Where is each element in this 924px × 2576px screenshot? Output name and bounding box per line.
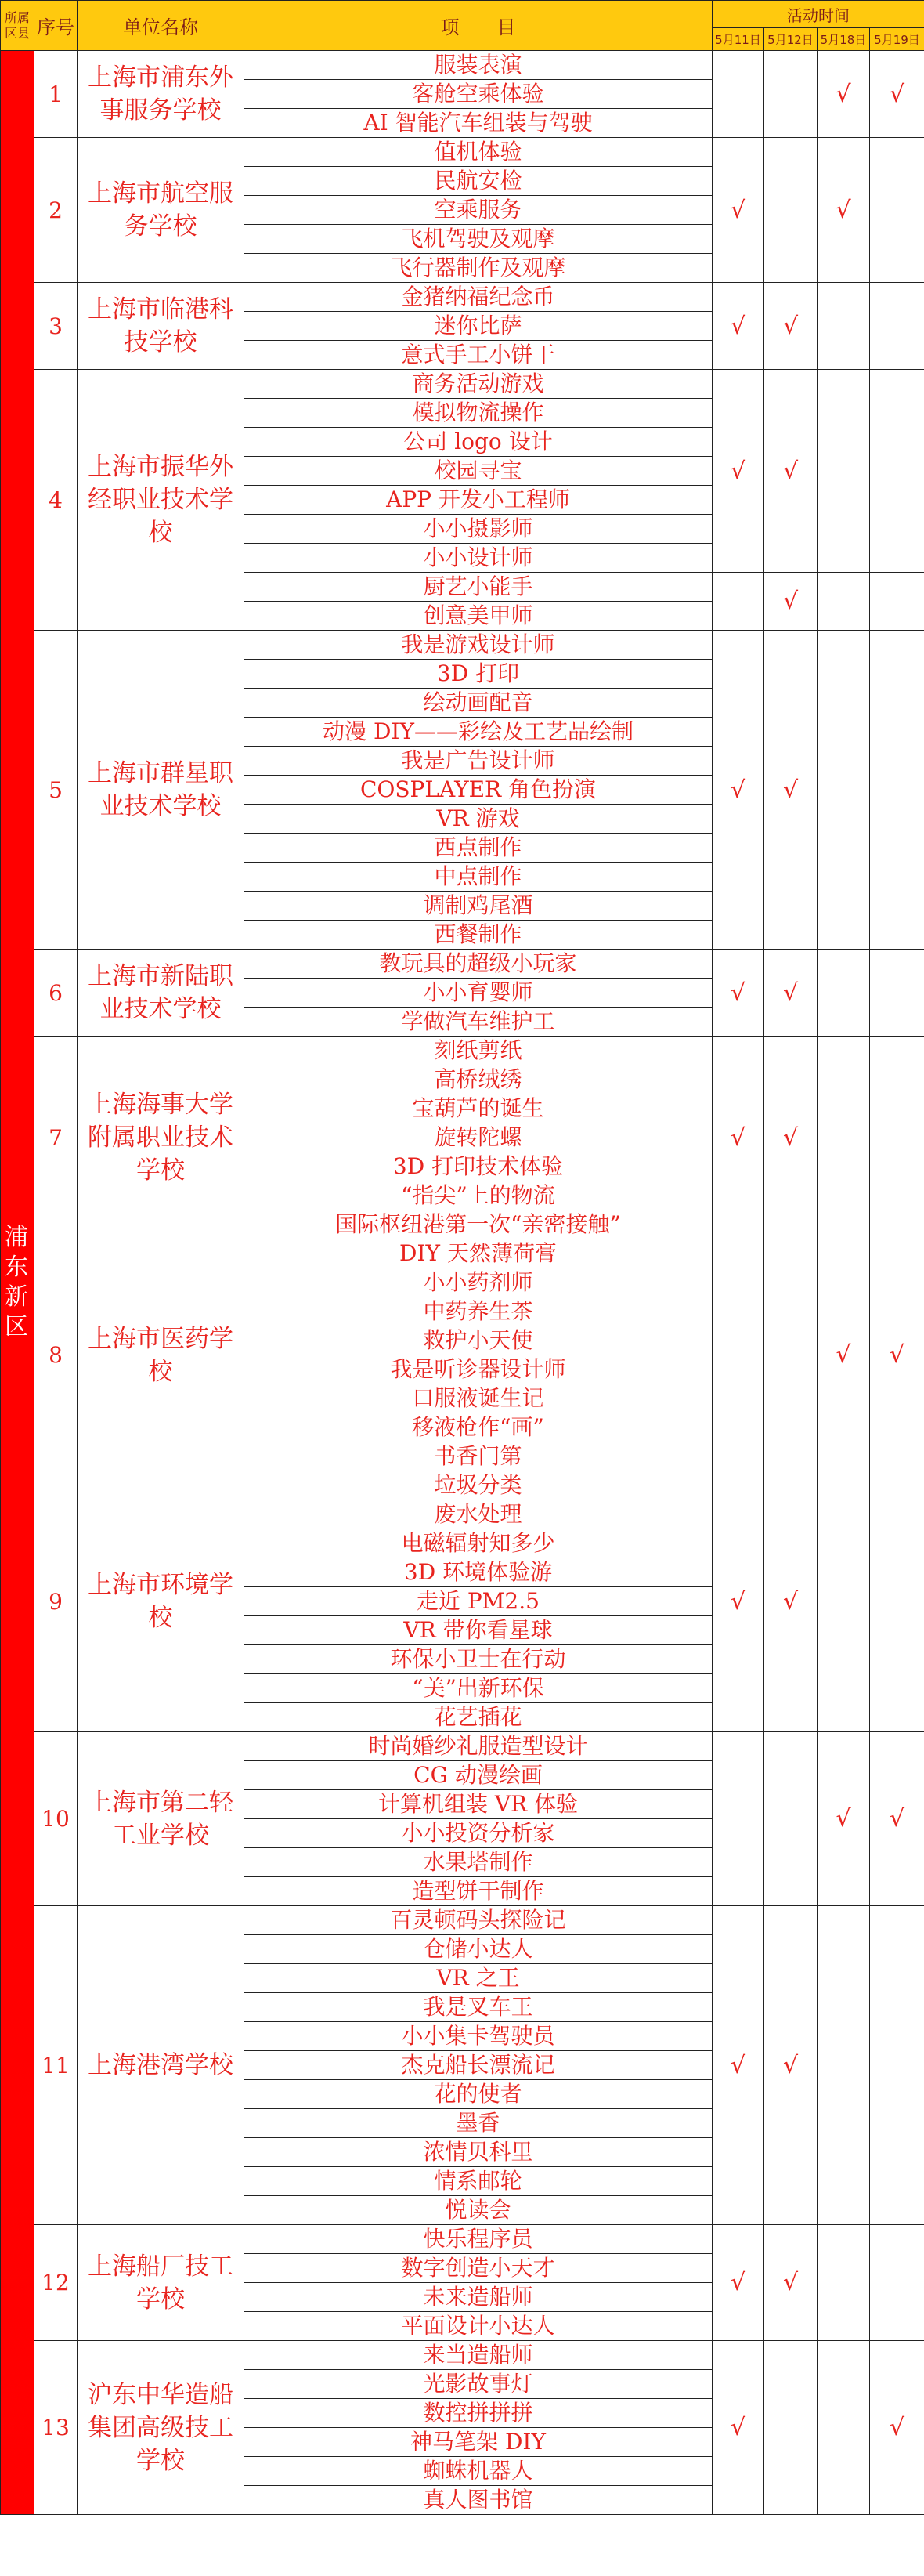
date-mark-cell [818, 2225, 870, 2341]
date-mark-cell [870, 51, 924, 138]
project-item-cell: APP 开发小工程师 [244, 486, 713, 515]
project-item-cell: 刻纸剪纸 [244, 1037, 713, 1065]
date-mark-cell [713, 1471, 764, 1732]
date-mark-cell [870, 1906, 924, 2225]
project-item-cell: 小小投资分析家 [244, 1819, 713, 1848]
school-name-cell: 上海市航空服务学校 [78, 138, 244, 283]
project-item-cell: 公司 logo 设计 [244, 428, 713, 457]
header-date: 5月19日 [870, 28, 924, 51]
date-mark-cell [713, 138, 764, 283]
seq-cell: 6 [34, 950, 78, 1037]
date-mark-cell [764, 631, 818, 950]
project-item-cell: 中药养生茶 [244, 1297, 713, 1326]
date-mark-cell [870, 138, 924, 283]
project-item-cell: 学做汽车维护工 [244, 1008, 713, 1037]
school-name-cell: 上海船厂技工学校 [78, 2225, 244, 2341]
date-mark-cell [764, 573, 818, 631]
date-mark-cell [818, 573, 870, 631]
school-name-cell: 上海港湾学校 [78, 1906, 244, 2225]
project-item-cell: 我是广告设计师 [244, 747, 713, 776]
seq-cell: 2 [34, 138, 78, 283]
project-item-cell: 绘动画配音 [244, 689, 713, 718]
project-item-cell: 校园寻宝 [244, 457, 713, 486]
date-mark-cell [764, 1732, 818, 1906]
date-mark-cell [764, 1471, 818, 1732]
project-item-cell: 移液枪作“画” [244, 1413, 713, 1442]
check-mark: √ [782, 2269, 799, 2296]
project-item-cell: 我是叉车王 [244, 1993, 713, 2022]
seq-cell: 13 [34, 2341, 78, 2515]
date-mark-cell [818, 370, 870, 573]
project-item-cell: 快乐程序员 [244, 2225, 713, 2254]
project-item-cell: 金猪纳福纪念币 [244, 283, 713, 312]
table-row [1, 631, 924, 660]
date-mark-cell [713, 573, 764, 631]
project-item-cell: 小小药剂师 [244, 1268, 713, 1297]
date-mark-cell [818, 1037, 870, 1239]
seq-cell: 10 [34, 1732, 78, 1906]
check-mark: √ [730, 776, 746, 804]
project-item-cell: 国际枢纽港第一次“亲密接触” [244, 1210, 713, 1239]
check-mark: √ [836, 1341, 851, 1369]
project-item-cell: 浓情贝科里 [244, 2138, 713, 2167]
project-item-cell: 走近 PM2.5 [244, 1587, 713, 1616]
date-mark-cell [870, 370, 924, 573]
date-mark-cell [713, 283, 764, 370]
table-row [1, 2341, 924, 2370]
date-mark-cell [818, 1906, 870, 2225]
date-mark-cell [713, 950, 764, 1037]
project-item-cell: 商务活动游戏 [244, 370, 713, 399]
check-mark: √ [730, 312, 746, 340]
project-item-cell: 创意美甲师 [244, 602, 713, 631]
project-item-cell: 电磁辐射知多少 [244, 1529, 713, 1558]
check-mark: √ [836, 196, 851, 224]
date-mark-cell [818, 631, 870, 950]
project-item-cell: 迷你比萨 [244, 312, 713, 341]
header-seq: 序号 [34, 1, 78, 51]
table-row [1, 370, 924, 399]
project-item-cell: 飞机驾驶及观摩 [244, 225, 713, 254]
check-mark: √ [836, 80, 851, 108]
project-item-cell: 杰克船长漂流记 [244, 2051, 713, 2080]
date-mark-cell [764, 370, 818, 573]
project-item-cell: 花艺插花 [244, 1703, 713, 1732]
project-item-cell: 客舱空乘体验 [244, 80, 713, 109]
table-row [1, 283, 924, 312]
project-item-cell: 3D 环境体验游 [244, 1558, 713, 1587]
table-row [1, 2225, 924, 2254]
check-mark: √ [730, 2414, 746, 2441]
date-mark-cell [764, 1906, 818, 2225]
check-mark: √ [730, 1123, 746, 1152]
check-mark: √ [889, 80, 905, 108]
date-mark-cell [870, 573, 924, 631]
seq-cell: 1 [34, 51, 78, 138]
project-item-cell: 墨香 [244, 2109, 713, 2138]
check-mark: √ [889, 1341, 905, 1369]
school-name-cell: 上海市第二轻工业学校 [78, 1732, 244, 1906]
district-cell: 浦东新区 [1, 51, 34, 2515]
date-mark-cell [764, 2341, 818, 2515]
header-date: 5月11日 [713, 28, 764, 51]
date-mark-cell [870, 2225, 924, 2341]
table-row [1, 1037, 924, 1065]
school-name-cell: 上海市医药学校 [78, 1239, 244, 1471]
project-item-cell: 水果塔制作 [244, 1848, 713, 1877]
header-project: 项 目 [244, 1, 713, 51]
date-mark-cell [870, 631, 924, 950]
project-item-cell: VR 带你看星球 [244, 1616, 713, 1645]
table-header [1, 1, 924, 51]
school-name-cell: 上海市群星职业技术学校 [78, 631, 244, 950]
seq-cell: 8 [34, 1239, 78, 1471]
project-item-cell: 口服液诞生记 [244, 1384, 713, 1413]
project-item-cell: 我是听诊器设计师 [244, 1355, 713, 1384]
school-name-cell: 上海市浦东外事服务学校 [78, 51, 244, 138]
date-mark-cell [713, 1732, 764, 1906]
header-date: 5月18日 [818, 28, 870, 51]
project-item-cell: 废水处理 [244, 1500, 713, 1529]
date-mark-cell [818, 2341, 870, 2515]
project-item-cell: 百灵顿码头探险记 [244, 1906, 713, 1935]
date-mark-cell [713, 1037, 764, 1239]
school-name-cell: 沪东中华造船集团高级技工学校 [78, 2341, 244, 2515]
project-item-cell: 环保小卫士在行动 [244, 1645, 713, 1674]
table-row [1, 51, 924, 80]
school-name-cell: 上海市环境学校 [78, 1471, 244, 1732]
project-item-cell: “美”出新环保 [244, 1674, 713, 1703]
check-mark: √ [782, 979, 799, 1007]
check-mark: √ [730, 1587, 746, 1615]
check-mark: √ [889, 1805, 905, 1833]
date-mark-cell [713, 1239, 764, 1471]
project-item-cell: 中点制作 [244, 863, 713, 892]
date-mark-cell [818, 283, 870, 370]
date-mark-cell [764, 950, 818, 1037]
date-mark-cell [818, 1471, 870, 1732]
table-body [1, 51, 924, 2515]
seq-cell: 12 [34, 2225, 78, 2341]
project-item-cell: 垃圾分类 [244, 1471, 713, 1500]
seq-cell: 5 [34, 631, 78, 950]
date-mark-cell [713, 631, 764, 950]
check-mark: √ [730, 2051, 746, 2079]
date-mark-cell [764, 51, 818, 138]
project-item-cell: 真人图书馆 [244, 2486, 713, 2515]
project-item-cell: 小小集卡驾驶员 [244, 2022, 713, 2051]
date-mark-cell [870, 2341, 924, 2515]
project-item-cell: 蜘蛛机器人 [244, 2457, 713, 2486]
project-item-cell: 悦读会 [244, 2196, 713, 2225]
date-mark-cell [713, 1906, 764, 2225]
project-item-cell: 神马笔架 DIY [244, 2428, 713, 2457]
school-name-cell: 上海市振华外经职业技术学校 [78, 370, 244, 631]
project-item-cell: AI 智能汽车组装与驾驶 [244, 109, 713, 138]
project-item-cell: 动漫 DIY——彩绘及工艺品绘制 [244, 718, 713, 747]
header-date: 5月12日 [764, 28, 818, 51]
project-item-cell: 书香门第 [244, 1442, 713, 1471]
project-item-cell: 仓储小达人 [244, 1935, 713, 1964]
header-district: 所属区县 [1, 1, 34, 51]
check-mark: √ [730, 979, 746, 1007]
project-item-cell: 小小摄影师 [244, 515, 713, 544]
project-item-cell: 空乘服务 [244, 196, 713, 225]
date-mark-cell [713, 2225, 764, 2341]
date-mark-cell [818, 51, 870, 138]
date-mark-cell [764, 138, 818, 283]
date-mark-cell [713, 2341, 764, 2515]
date-mark-cell [764, 2225, 818, 2341]
table-row [1, 1732, 924, 1761]
date-mark-cell [818, 138, 870, 283]
date-mark-cell [870, 1471, 924, 1732]
check-mark: √ [782, 588, 799, 615]
project-item-cell: 小小育婴师 [244, 979, 713, 1008]
project-item-cell: 花的使者 [244, 2080, 713, 2109]
check-mark: √ [782, 1123, 799, 1152]
project-item-cell: 3D 打印 [244, 660, 713, 689]
project-item-cell: 数控拼拼拼 [244, 2399, 713, 2428]
check-mark: √ [782, 2051, 799, 2079]
project-item-cell: 调制鸡尾酒 [244, 892, 713, 921]
table-row [1, 138, 924, 167]
project-item-cell: COSPLAYER 角色扮演 [244, 776, 713, 805]
date-mark-cell [764, 283, 818, 370]
seq-cell: 9 [34, 1471, 78, 1732]
table-row [1, 950, 924, 979]
project-item-cell: 意式手工小饼干 [244, 341, 713, 370]
project-item-cell: 平面设计小达人 [244, 2312, 713, 2341]
check-mark: √ [730, 457, 746, 485]
project-item-cell: 时尚婚纱礼服造型设计 [244, 1732, 713, 1761]
project-item-cell: “指尖”上的物流 [244, 1181, 713, 1210]
check-mark: √ [782, 776, 799, 804]
date-mark-cell [764, 1037, 818, 1239]
date-mark-cell [818, 1732, 870, 1906]
check-mark: √ [782, 457, 799, 485]
date-mark-cell [870, 1732, 924, 1906]
project-item-cell: 3D 打印技术体验 [244, 1152, 713, 1181]
date-mark-cell [870, 950, 924, 1037]
school-name-cell: 上海海事大学附属职业技术学校 [78, 1037, 244, 1239]
project-item-cell: 旋转陀螺 [244, 1123, 713, 1152]
project-item-cell: VR 之王 [244, 1964, 713, 1993]
project-item-cell: 数字创造小天才 [244, 2254, 713, 2283]
table-row [1, 1906, 924, 1935]
table-row [1, 1239, 924, 1268]
project-item-cell: 来当造船师 [244, 2341, 713, 2370]
seq-cell: 4 [34, 370, 78, 631]
project-item-cell: DIY 天然薄荷膏 [244, 1239, 713, 1268]
check-mark: √ [782, 1587, 799, 1615]
date-mark-cell [818, 950, 870, 1037]
school-name-cell: 上海市临港科技学校 [78, 283, 244, 370]
seq-cell: 11 [34, 1906, 78, 2225]
seq-cell: 3 [34, 283, 78, 370]
school-name-cell: 上海市新陆职业技术学校 [78, 950, 244, 1037]
project-item-cell: 宝葫芦的诞生 [244, 1094, 713, 1123]
project-item-cell: 飞行器制作及观摩 [244, 254, 713, 283]
project-item-cell: 造型饼干制作 [244, 1877, 713, 1906]
project-item-cell: VR 游戏 [244, 805, 713, 834]
header-school: 单位名称 [78, 1, 244, 51]
date-mark-cell [870, 1037, 924, 1239]
check-mark: √ [782, 312, 799, 340]
date-mark-cell [764, 1239, 818, 1471]
project-item-cell: CG 动漫绘画 [244, 1761, 713, 1790]
project-item-cell: 西点制作 [244, 834, 713, 863]
project-item-cell: 我是游戏设计师 [244, 631, 713, 660]
project-item-cell: 服装表演 [244, 51, 713, 80]
project-item-cell: 计算机组装 VR 体验 [244, 1790, 713, 1819]
project-item-cell: 高桥绒绣 [244, 1065, 713, 1094]
project-item-cell: 救护小天使 [244, 1326, 713, 1355]
seq-cell: 7 [34, 1037, 78, 1239]
project-item-cell: 小小设计师 [244, 544, 713, 573]
project-item-cell: 值机体验 [244, 138, 713, 167]
project-item-cell: 教玩具的超级小玩家 [244, 950, 713, 979]
date-mark-cell [713, 51, 764, 138]
project-item-cell: 光影故事灯 [244, 2370, 713, 2399]
check-mark: √ [889, 2414, 905, 2441]
table-row [1, 1471, 924, 1500]
date-mark-cell [818, 1239, 870, 1471]
project-item-cell: 情系邮轮 [244, 2167, 713, 2196]
project-item-cell: 模拟物流操作 [244, 399, 713, 428]
date-mark-cell [870, 283, 924, 370]
project-item-cell: 未来造船师 [244, 2283, 713, 2312]
check-mark: √ [836, 1805, 851, 1833]
check-mark: √ [730, 2269, 746, 2296]
date-mark-cell [713, 370, 764, 573]
project-item-cell: 西餐制作 [244, 921, 713, 950]
check-mark: √ [730, 196, 746, 224]
header-time: 活动时间 [713, 1, 924, 28]
project-item-cell: 厨艺小能手 [244, 573, 713, 602]
project-item-cell: 民航安检 [244, 167, 713, 196]
date-mark-cell [870, 1239, 924, 1471]
